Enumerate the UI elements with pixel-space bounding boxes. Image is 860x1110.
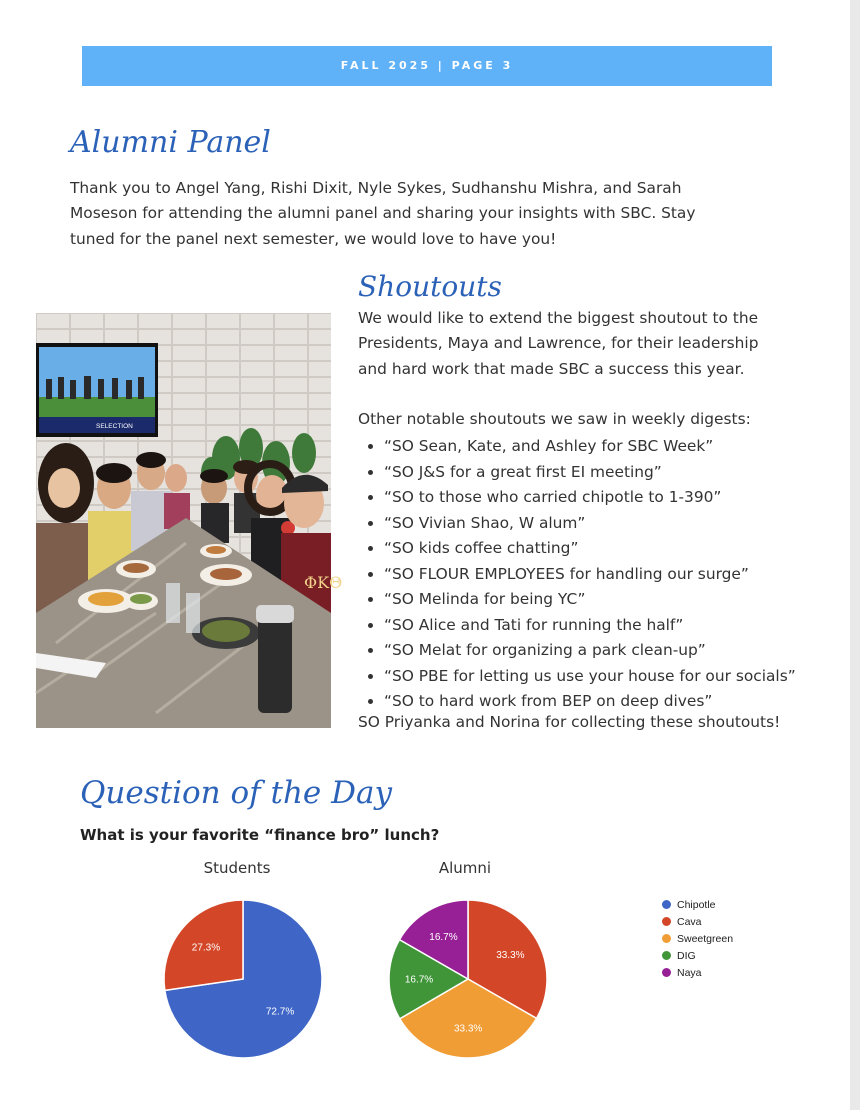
shoutout-item: • “SO Alice and Tati for running the half” xyxy=(384,613,854,639)
shoutouts-title: Shoutouts xyxy=(358,270,502,303)
chart-legend xyxy=(662,896,733,981)
shoutout-item: • “SO Sean, Kate, and Ashley for SBC Week” xyxy=(384,434,854,460)
pie-chart-students xyxy=(160,896,326,1062)
shoutout-item: • “SO Melinda for being YC” xyxy=(384,587,854,613)
shoutouts-list xyxy=(358,434,854,715)
legend-swatch xyxy=(662,951,671,960)
legend-label: Naya xyxy=(677,966,702,979)
legend-item-sweetgreen xyxy=(662,930,733,947)
legend-swatch xyxy=(662,968,671,977)
legend-item-dig xyxy=(662,947,733,964)
pie-value-label-alumni: 33.3% xyxy=(496,949,525,961)
pie-value-label-students: 27.3% xyxy=(191,942,221,954)
legend-item-chipotle xyxy=(662,896,733,913)
shoutout-item: • “SO FLOUR EMPLOYEES for handling our surge” xyxy=(384,562,854,588)
shoutout-item: • “SO J&S for a great first EI meeting” xyxy=(384,460,854,486)
shoutout-item: • “SO to those who carried chipotle to 1-390” xyxy=(384,485,854,511)
legend-label: Chipotle xyxy=(677,898,716,911)
alumni-panel-line: Moseson for attending the alumni panel and sharing your insights with SBC. Stay xyxy=(70,204,696,222)
alumni-panel-line: Thank you to Angel Yang, Rishi Dixit, Nyle Sykes, Sudhanshu Mishra, and Sarah xyxy=(70,179,682,197)
tv-caption: SELECTION xyxy=(96,423,133,430)
group-photo xyxy=(36,313,343,728)
pie-value-label-alumni: 33.3% xyxy=(453,1023,483,1035)
page-banner: FALL 2025 | PAGE 3 xyxy=(82,46,772,86)
pie-value-label-students: 72.7% xyxy=(265,1006,295,1018)
chart-title-alumni: Alumni xyxy=(438,859,492,877)
pie-chart-alumni xyxy=(385,896,551,1062)
shoutouts-intro-line: Presidents, Maya and Lawrence, for their leadership xyxy=(358,334,759,352)
legend-item-naya xyxy=(662,964,733,981)
legend-swatch xyxy=(662,900,671,909)
qotd-question: What is your favorite “finance bro” lunch? xyxy=(80,826,440,844)
shoutout-item: • “SO Melat for organizing a park clean-up” xyxy=(384,638,854,664)
legend-swatch xyxy=(662,917,671,926)
legend-swatch xyxy=(662,934,671,943)
group-photo-illustration xyxy=(36,313,343,728)
legend-item-cava xyxy=(662,913,733,930)
pie-value-label-alumni: 16.7% xyxy=(404,974,434,986)
qotd-title: Question of the Day xyxy=(80,775,392,811)
digest-intro: Other notable shoutouts we saw in weekly digests: xyxy=(358,410,751,428)
legend-label: DIG xyxy=(677,949,696,962)
shoutout-item: • “SO kids coffee chatting” xyxy=(384,536,854,562)
chart-title-students: Students xyxy=(203,859,271,877)
shoutout-item: • “SO PBE for letting us use your house for our socials” xyxy=(384,664,854,690)
legend-label: Cava xyxy=(677,915,702,928)
alumni-panel-line: tuned for the panel next semester, we would love to have you! xyxy=(70,230,557,248)
legend-label: Sweetgreen xyxy=(677,932,734,945)
shoutouts-closing: SO Priyanka and Norina for collecting these shoutouts! xyxy=(358,713,781,731)
alumni-panel-title: Alumni Panel xyxy=(70,125,271,160)
shoutout-item: • “SO to hard work from BEP on deep dives” xyxy=(384,689,854,715)
shoutout-item: • “SO Vivian Shao, W alum” xyxy=(384,511,854,537)
shoutouts-intro-line: and hard work that made SBC a success this year. xyxy=(358,360,745,378)
shoutouts-intro-line: We would like to extend the biggest shoutout to the xyxy=(358,309,759,327)
svg-text:ΦΚΘ: ΦΚΘ xyxy=(304,573,343,592)
pie-value-label-alumni: 16.7% xyxy=(429,932,458,944)
